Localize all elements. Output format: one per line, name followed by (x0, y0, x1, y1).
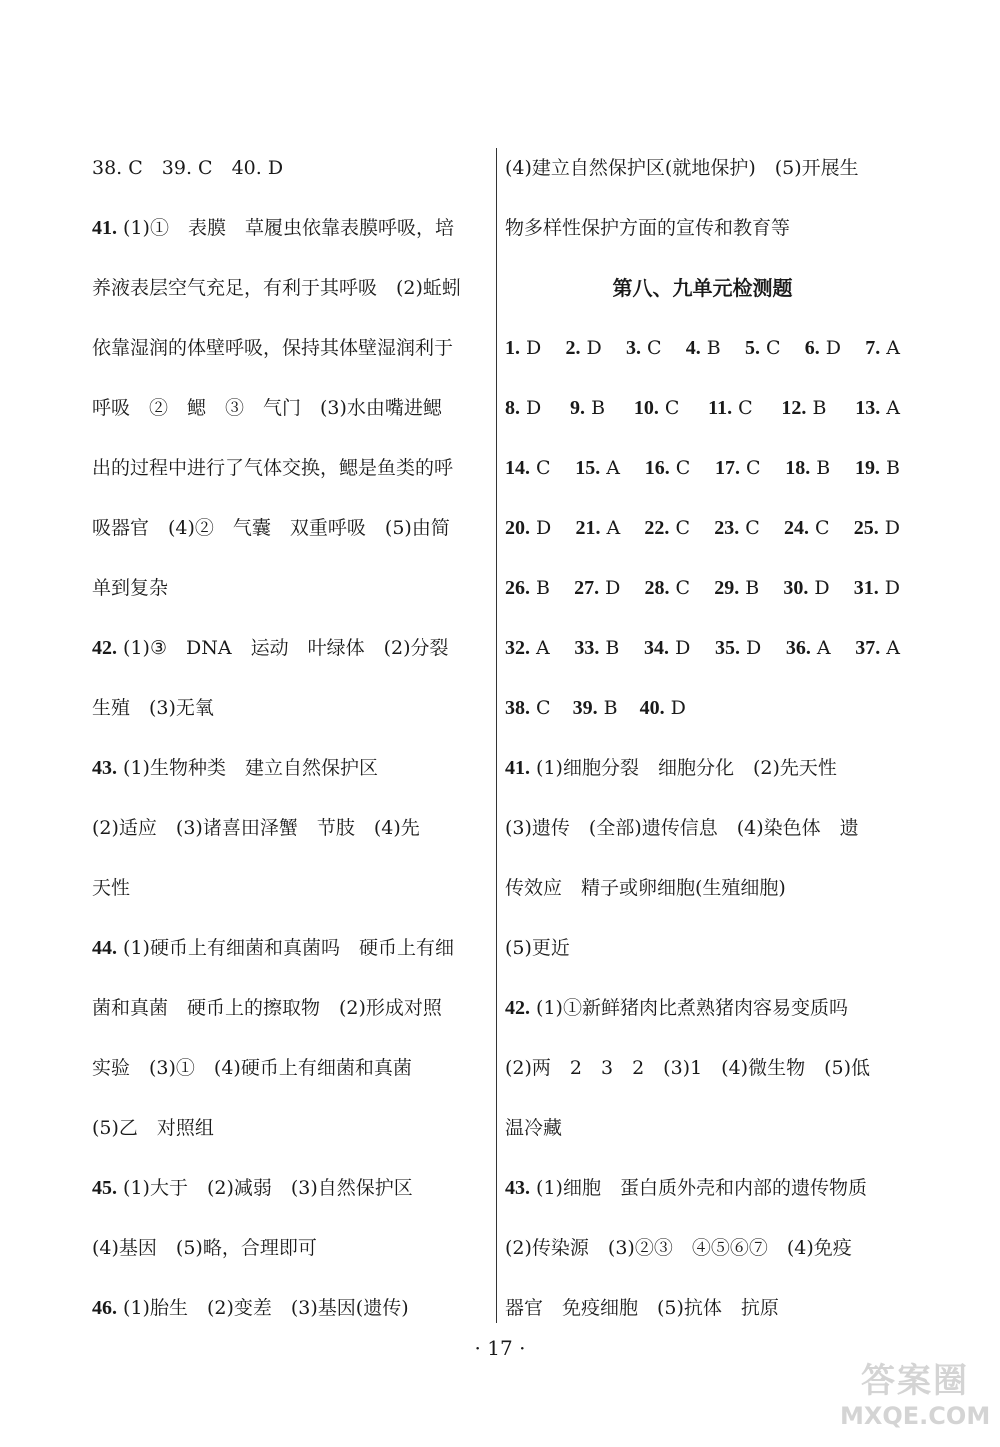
choice-answer (786, 628, 831, 688)
answer-line (505, 1168, 900, 1228)
answer-text: 菌和真菌 硬币上的擦取物 (2)形成对照 (92, 997, 442, 1019)
answer-text: (1)① 表膜 草履虫依靠表膜呼吸，培 (117, 217, 454, 239)
choice-answer (645, 568, 691, 628)
question-number: 43. (505, 1177, 530, 1199)
question-number: 6. (804, 337, 820, 359)
answer-text: (2)两 2 3 2 (3)1 (4)微生物 (5)低 (505, 1057, 871, 1079)
choice-answer (708, 388, 752, 448)
answer-letter: C (669, 517, 690, 539)
question-number: 30. (783, 577, 809, 599)
question-number: 42. (92, 637, 117, 659)
answer-row (505, 688, 900, 748)
answer-line (92, 388, 487, 448)
answer-letter: A (600, 517, 621, 539)
question-number: 24. (783, 517, 809, 539)
question-number: 8. (505, 397, 520, 419)
question-number: 33. (574, 637, 600, 659)
answer-line (92, 328, 487, 388)
question-number: 23. (714, 517, 740, 539)
answer-letter: D (520, 337, 542, 359)
answer-text: 实验 (3)① (4)硬币上有细菌和真菌 (92, 1057, 412, 1079)
choice-answer (714, 568, 759, 628)
answer-letter: A (810, 637, 831, 659)
question-number: 4. (685, 337, 701, 359)
choice-answer (715, 448, 761, 508)
question-number: 25. (853, 517, 879, 539)
answer-line (505, 1048, 900, 1108)
answer-letter: D (520, 397, 542, 419)
choice-answer (854, 568, 900, 628)
choice-answer (573, 688, 618, 748)
answer-line (92, 448, 487, 508)
answer-text: (5)更近 (505, 937, 570, 959)
answer-letter: D (580, 337, 602, 359)
answer-text: 呼吸 ② 鳃 ③ 气门 (3)水由嘴进鳃 (92, 397, 442, 419)
choice-answer (565, 328, 601, 388)
choice-answer (505, 328, 541, 388)
answer-text: 养液表层空气充足，有利于其呼吸 (2)蚯蚓 (92, 277, 461, 299)
question-number: 11. (708, 397, 733, 419)
answer-line (505, 928, 900, 988)
answer-text: 出的过程中进行了气体交换，鳃是鱼类的呼 (92, 457, 454, 479)
choice-answer (745, 328, 781, 388)
answer-line (92, 1228, 487, 1288)
question-number: 39. (572, 697, 598, 719)
watermark-logo (840, 1359, 990, 1439)
answer-letter: C (739, 517, 760, 539)
answer-letter: B (739, 577, 760, 599)
question-number: 15. (575, 457, 601, 479)
choice-answer (783, 568, 829, 628)
answer-line (92, 568, 487, 628)
choice-answer (644, 508, 690, 568)
choice-answer (575, 448, 620, 508)
answer-text: (1)硬币上有细菌和真菌吗 硬币上有细 (117, 937, 454, 959)
question-number: 17. (714, 457, 740, 479)
question-number: 35. (714, 637, 740, 659)
question-number: 41. (92, 217, 117, 239)
choice-answer (505, 508, 551, 568)
answer-letter: B (585, 397, 606, 419)
section-heading: 第八、九单元检测题 (612, 276, 793, 300)
answer-letter: D (669, 637, 691, 659)
question-number: 38. (505, 697, 530, 719)
question-number: 3. (625, 337, 641, 359)
answer-text: (1)胎生 (2)变差 (3)基因(遗传) (117, 1297, 409, 1319)
left-column (92, 148, 487, 1348)
choice-answer (715, 628, 761, 688)
answer-letter: C (669, 457, 691, 479)
question-number: 9. (570, 397, 586, 419)
answer-line (505, 1228, 900, 1288)
question-number: 45. (92, 1177, 117, 1199)
answer-letter: C (640, 337, 662, 359)
answer-letter: B (597, 697, 618, 719)
question-number: 34. (644, 637, 670, 659)
answer-row (505, 628, 900, 688)
answer-text: (2)适应 (3)诸喜田泽蟹 节肢 (4)先 (92, 817, 420, 839)
answer-letter: D (819, 337, 842, 359)
answer-line (505, 748, 900, 808)
answer-line (92, 748, 487, 808)
answer-letter: B (810, 457, 831, 479)
answer-text: 温冷藏 (505, 1117, 563, 1139)
choice-answer (505, 628, 550, 688)
question-number: 14. (505, 457, 530, 479)
question-number: 27. (574, 577, 600, 599)
column-divider (496, 148, 497, 1323)
question-number: 5. (744, 337, 760, 359)
question-number: 40. (639, 697, 665, 719)
answer-line (92, 208, 487, 268)
answer-letter: C (530, 457, 551, 479)
question-number: 1. (505, 337, 520, 359)
question-number: 43. (92, 757, 117, 779)
answer-line (92, 928, 487, 988)
question-number: 46. (92, 1297, 117, 1319)
question-number: 28. (644, 577, 670, 599)
answer-letter: B (599, 637, 620, 659)
choice-answer (505, 448, 551, 508)
answer-line (92, 508, 487, 568)
answer-text: 传效应 精子或卵细胞(生殖细胞) (505, 877, 786, 899)
watermark-text: 答案圈 (861, 1361, 969, 1401)
choice-answer (714, 508, 760, 568)
choice-answer (805, 328, 841, 388)
answer-letter: B (806, 397, 827, 419)
choice-answer (686, 328, 721, 388)
answer-line (505, 868, 900, 928)
question-number: 12. (781, 397, 807, 419)
question-number: 41. (505, 757, 530, 779)
right-column (505, 148, 900, 1348)
question-number: 20. (505, 517, 530, 539)
question-number: 36. (785, 637, 811, 659)
answer-text: 天性 (92, 877, 131, 899)
answer-letter: A (530, 637, 550, 659)
answer-line: (4)建立自然保护区(就地保护) (5)开展生 (505, 157, 859, 179)
choice-answer (855, 388, 900, 448)
answer-letter: A (880, 397, 900, 419)
answer-text: 38. C 39. C 40. D (92, 157, 284, 179)
question-number: 22. (644, 517, 670, 539)
choice-answer (574, 568, 620, 628)
answer-text: (1)①新鲜猪肉比煮熟猪肉容易变质吗 (530, 997, 848, 1019)
choice-answer (855, 448, 900, 508)
answer-line (92, 628, 487, 688)
answer-letter: A (880, 337, 900, 359)
answer-letter: D (530, 517, 552, 539)
question-number: 13. (855, 397, 881, 419)
choice-answer (865, 328, 900, 388)
answer-row (505, 328, 900, 388)
choice-answer (855, 628, 900, 688)
choice-answer (645, 448, 691, 508)
question-number: 26. (505, 577, 530, 599)
answer-letter: C (530, 697, 551, 719)
answer-text: (1)生物种类 建立自然保护区 (117, 757, 378, 779)
answer-text: (4)基因 (5)略，合理即可 (92, 1237, 317, 1259)
choice-answer (644, 628, 690, 688)
answer-row (505, 508, 900, 568)
choice-answer (570, 388, 605, 448)
answer-line: 物多样性保护方面的宣传和教育等 (505, 217, 791, 239)
answer-text: (3)遗传 (全部)遗传信息 (4)染色体 遗 (505, 817, 859, 839)
answer-letter: C (732, 397, 753, 419)
choice-answer (574, 628, 619, 688)
answer-line (92, 988, 487, 1048)
answer-letter: D (808, 577, 830, 599)
answer-line (92, 1048, 487, 1108)
watermark-url: MXQE.COM (840, 1402, 991, 1430)
answer-letter: B (700, 337, 721, 359)
answer-line (92, 868, 487, 928)
choice-answer (785, 448, 830, 508)
answer-text: (1)细胞 蛋白质外壳和内部的遗传物质 (530, 1177, 867, 1199)
question-number: 37. (855, 637, 881, 659)
answer-text: (2)传染源 (3)②③ ④⑤⑥⑦ (4)免疫 (505, 1237, 852, 1259)
answer-row (505, 448, 900, 508)
answer-text: (1)细胞分裂 细胞分化 (2)先天性 (530, 757, 837, 779)
answer-text: 单到复杂 (92, 577, 169, 599)
choice-answer (505, 688, 551, 748)
question-number: 10. (633, 397, 659, 419)
answer-letter: D (878, 517, 900, 539)
answer-letter: D (878, 577, 900, 599)
choice-answer (640, 688, 686, 748)
answer-line (92, 1168, 487, 1228)
choice-answer (505, 568, 550, 628)
answer-line (505, 988, 900, 1048)
question-number: 32. (505, 637, 530, 659)
answer-letter: C (759, 337, 781, 359)
answer-text: (1)③ DNA 运动 叶绿体 (2)分裂 (117, 637, 449, 659)
answer-line (92, 148, 487, 208)
answer-letter: D (739, 637, 762, 659)
answer-text: 依靠湿润的体壁呼吸，保持其体壁湿润利于 (92, 337, 454, 359)
answer-text: 生殖 (3)无氧 (92, 697, 214, 719)
question-number: 18. (785, 457, 811, 479)
answer-letter: C (669, 577, 691, 599)
question-number: 2. (565, 337, 581, 359)
answer-letter: C (808, 517, 830, 539)
answer-letter: D (599, 577, 621, 599)
answer-text: 器官 免疫细胞 (5)抗体 抗原 (505, 1297, 779, 1319)
choice-answer (784, 508, 830, 568)
answer-row (505, 388, 900, 448)
answer-line (92, 808, 487, 868)
answer-letter: C (739, 457, 761, 479)
question-number: 21. (575, 517, 601, 539)
answer-row (505, 568, 900, 628)
answer-letter: A (880, 637, 900, 659)
question-number: 42. (505, 997, 530, 1019)
choice-answer (505, 388, 541, 448)
choice-answer (634, 388, 680, 448)
choice-answer (854, 508, 900, 568)
choice-answer (781, 388, 826, 448)
answer-line (92, 688, 487, 748)
choice-answer (575, 508, 620, 568)
answer-letter: A (600, 457, 621, 479)
question-number: 16. (644, 457, 670, 479)
question-number: 29. (714, 577, 740, 599)
answer-line (505, 808, 900, 868)
answer-text: (5)乙 对照组 (92, 1117, 214, 1139)
answer-letter: D (664, 697, 686, 719)
answer-letter: B (530, 577, 551, 599)
answer-letter: B (879, 457, 900, 479)
answer-text: 吸器官 (4)② 气囊 双重呼吸 (5)由简 (92, 517, 450, 539)
question-number: 19. (854, 457, 880, 479)
answer-line (92, 1108, 487, 1168)
choice-answer (626, 328, 662, 388)
answer-text: (1)大于 (2)减弱 (3)自然保护区 (117, 1177, 413, 1199)
question-number: 44. (92, 937, 117, 959)
answer-letter: C (658, 397, 680, 419)
question-number: 7. (865, 337, 881, 359)
answer-line (505, 1108, 900, 1168)
page-number: · 17 · (474, 1336, 526, 1360)
question-number: 31. (853, 577, 879, 599)
answer-line (92, 268, 487, 328)
